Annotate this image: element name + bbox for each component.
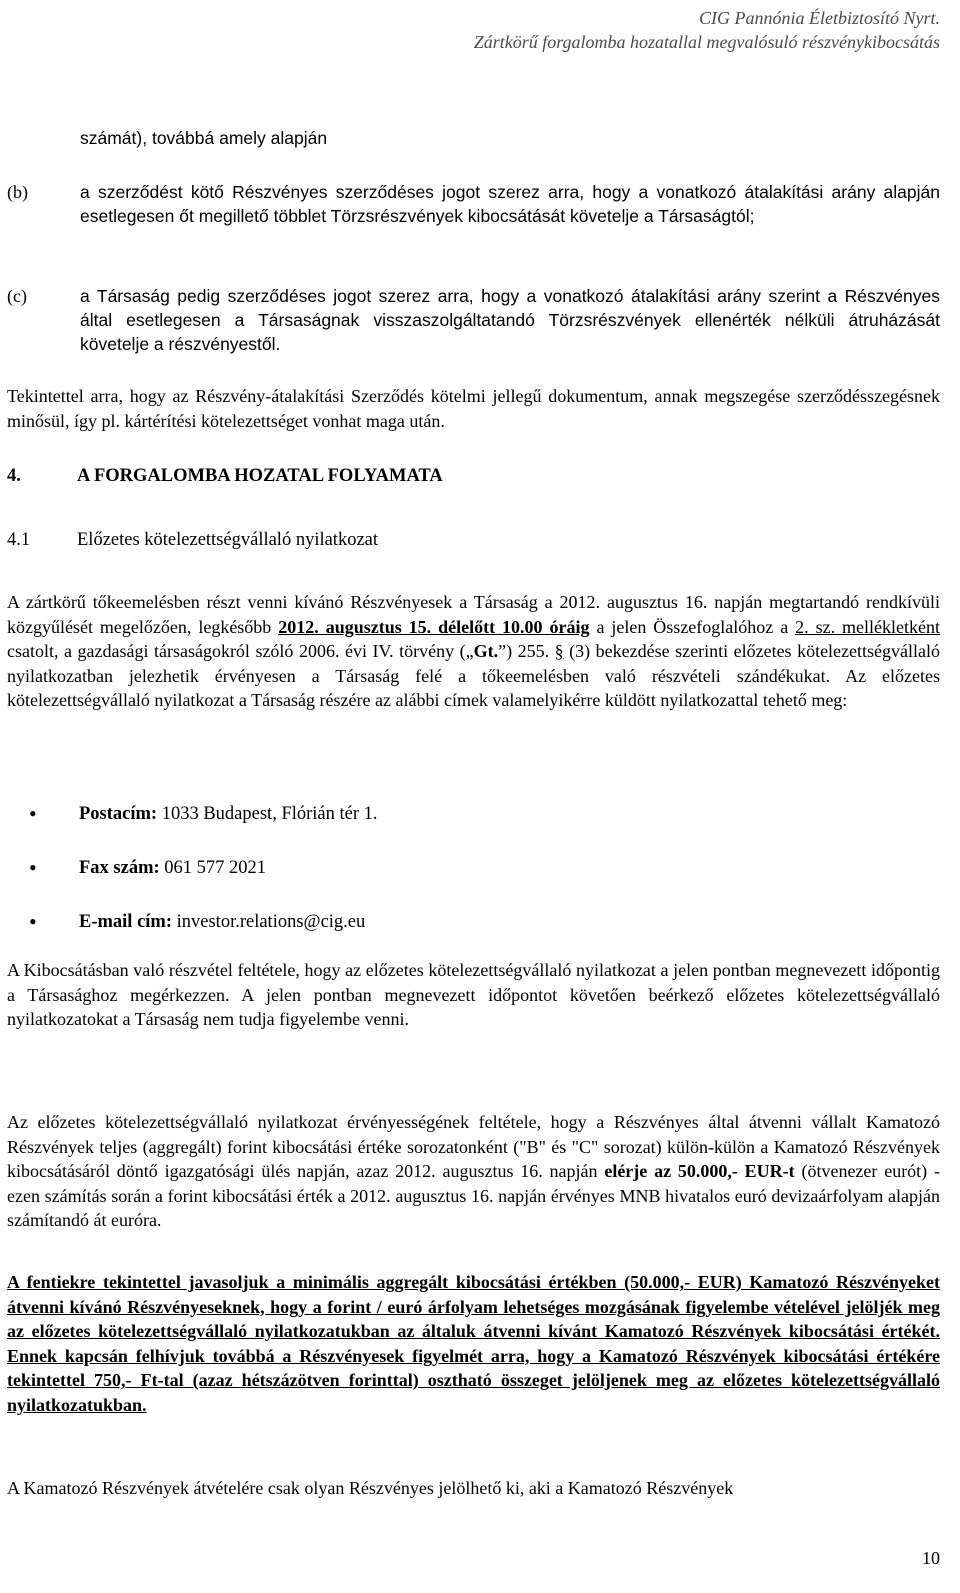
page-number: 10 xyxy=(922,1548,940,1568)
section-number: 4. xyxy=(7,466,21,486)
paragraph-zartkoru xyxy=(7,590,940,713)
contact-label: E-mail cím: xyxy=(79,912,172,932)
deadline-text: 2012. augusztus 15. délelőtt 10.00 óráig xyxy=(278,616,590,637)
subsection-number: 4.1 xyxy=(7,530,31,550)
page-header xyxy=(474,6,940,54)
item-marker: (b) xyxy=(7,182,28,202)
text-run: (ötvenezer eurót) - ezen számítás során a forint kibocsátási érték a 2012. augusztus 16. napján érvényes MNB hivatalos euró devizaárfolyam alapján számítandó át euróra. xyxy=(7,1161,940,1230)
contact-value: 1033 Budapest, Flórián tér 1. xyxy=(157,804,378,824)
subsection-title: Előzetes kötelezettségvállaló nyilatkozat xyxy=(77,530,379,550)
email-link[interactable]: investor.relations@cig.eu xyxy=(172,912,366,932)
annex-reference-link[interactable]: 2. sz. mellékletként xyxy=(795,616,941,637)
intro-line: számát), továbbá amely alapján xyxy=(80,128,328,148)
text-run: (3) bekezdése szerinti előzetes kötelezettségvállaló nyilatkozatban jelezhetik érvényesen a Társaság felé a tőkeemelésben való részvételi szándékukat. Az előzetes kötelezettségvállaló nyilatkozat a Társaság részére az alábbi címek valamelyikérre küldött nyilatkozattal tehető meg: xyxy=(7,641,941,710)
contact-value: 061 577 2021 xyxy=(159,858,267,878)
paragraph-felhivas: A fentiekre tekintettel javasoljuk a minimális aggregált kibocsátási értékben (50.000,- EUR) Kamatozó Részvényeket átvenni kívánó Részvényeseknek, hogy a forint / euró árfolyam lehetséges mozgásának figyelembe vételével jelöljék meg az előzetes kötelezettségvállaló nyilatkozatukban az általuk átvenni kívánt Kamatozó Részvények kibocsátási értékét. Ennek kapcsán felhívjuk továbbá a Részvényesek figyelmét arra, hogy a Kamatozó Részvények kibocsátási értékére tekintettel 750,- Ft-tal (azaz hétszázötven forinttal) osztható összeget jelöljenek meg az előzetes kötelezettségvállaló nyilatkozatukban. xyxy=(7,1272,940,1415)
subsection-heading xyxy=(7,530,378,551)
text-run: Az előzetes kötelezettségvállaló nyilatkozat érvényességének feltétele, hogy a Részvényes által átvenni vállalt Kamatozó Részvények teljes (aggregált) forint kibocsátási értéke sorozatonként ("B" és "C" sorozat) külön-külön a Kamatozó Részvények kibocsátásáról döntő igazgatósági ülés napján, azaz 2012. augusztus 16. napján xyxy=(7,1112,940,1181)
paragraph-tekintettel: Tekintettel arra, hogy az Részvény-átalakítási Szerződés kötelmi jellegű dokumentum, annak megszegése szerződésszegésnek minősül, így pl. kártérítési kötelezettséget vonhat maga után. xyxy=(7,386,940,431)
contact-label: Postacím: xyxy=(79,804,158,824)
list-item-c xyxy=(7,284,940,364)
contact-label: Fax szám: xyxy=(79,858,160,878)
contact-list xyxy=(7,798,940,960)
section-title: A FORGALOMBA HOZATAL FOLYAMATA xyxy=(77,466,443,486)
list-item xyxy=(7,906,940,960)
text-run: A zártkörű tőkeemelésben részt venni kívánó Részvényesek a Társaság a 2012. augusztus 16. napján megtartandó rendkívüli közgyűlését megelőzően, legkésőbb xyxy=(7,592,940,637)
text-run: ”) 255. xyxy=(498,641,555,661)
paragraph-ervenyesseg xyxy=(7,1110,940,1233)
header-company: CIG Pannónia Életbiztosító Nyrt. xyxy=(699,8,940,28)
paragraph-last: A Kamatozó Részvények átvételére csak olyan Részvényes jelölhető ki, aki a Kamatozó Részvények xyxy=(7,1478,734,1498)
section-heading xyxy=(7,466,443,487)
section-symbol: § xyxy=(554,641,564,661)
list-item xyxy=(7,852,940,906)
text-run-bold: Gt. xyxy=(473,641,499,661)
list-item xyxy=(7,798,940,852)
text-run-bold: elérje az 50.000,- EUR-t xyxy=(604,1161,795,1181)
item-marker: (c) xyxy=(7,286,27,306)
text-run: a jelen Összefoglalóhoz a xyxy=(589,616,796,637)
item-text: a Társaság pedig szerződéses jogot szerez arra, hogy a vonatkozó átalakítási arány szerint a Részvényes által esetlegesen a Társaságnak visszaszolgáltatandó Törzsrészvények ellenérték nélküli átruházását követelje a részvényestől. xyxy=(80,286,940,354)
list-item-b xyxy=(7,180,940,260)
paragraph-kibocsatas: A Kibocsátásban való részvétel feltétele, hogy az előzetes kötelezettségvállaló nyilatkozat a jelen pontban megnevezett időpontig a Társasághoz megérkezzen. A jelen pontban megnevezett időpontot követően beérkező előzetes kötelezettségvállaló nyilatkozatokat a Társaság nem tudja figyelembe venni. xyxy=(7,960,940,1029)
text-run: csatolt, a gazdasági társaságokról szóló 2006. évi IV. törvény („ xyxy=(7,641,474,661)
item-text: a szerződést kötő Részvényes szerződéses jogot szerez arra, hogy a vonatkozó átalakítási arány alapján esetlegesen őt megillető többlet Törzsrészvények kibocsátását követelje a Társaságtól; xyxy=(80,182,940,226)
header-subtitle: Zártkörű forgalomba hozatallal megvalósuló részvénykibocsátás xyxy=(473,32,940,52)
